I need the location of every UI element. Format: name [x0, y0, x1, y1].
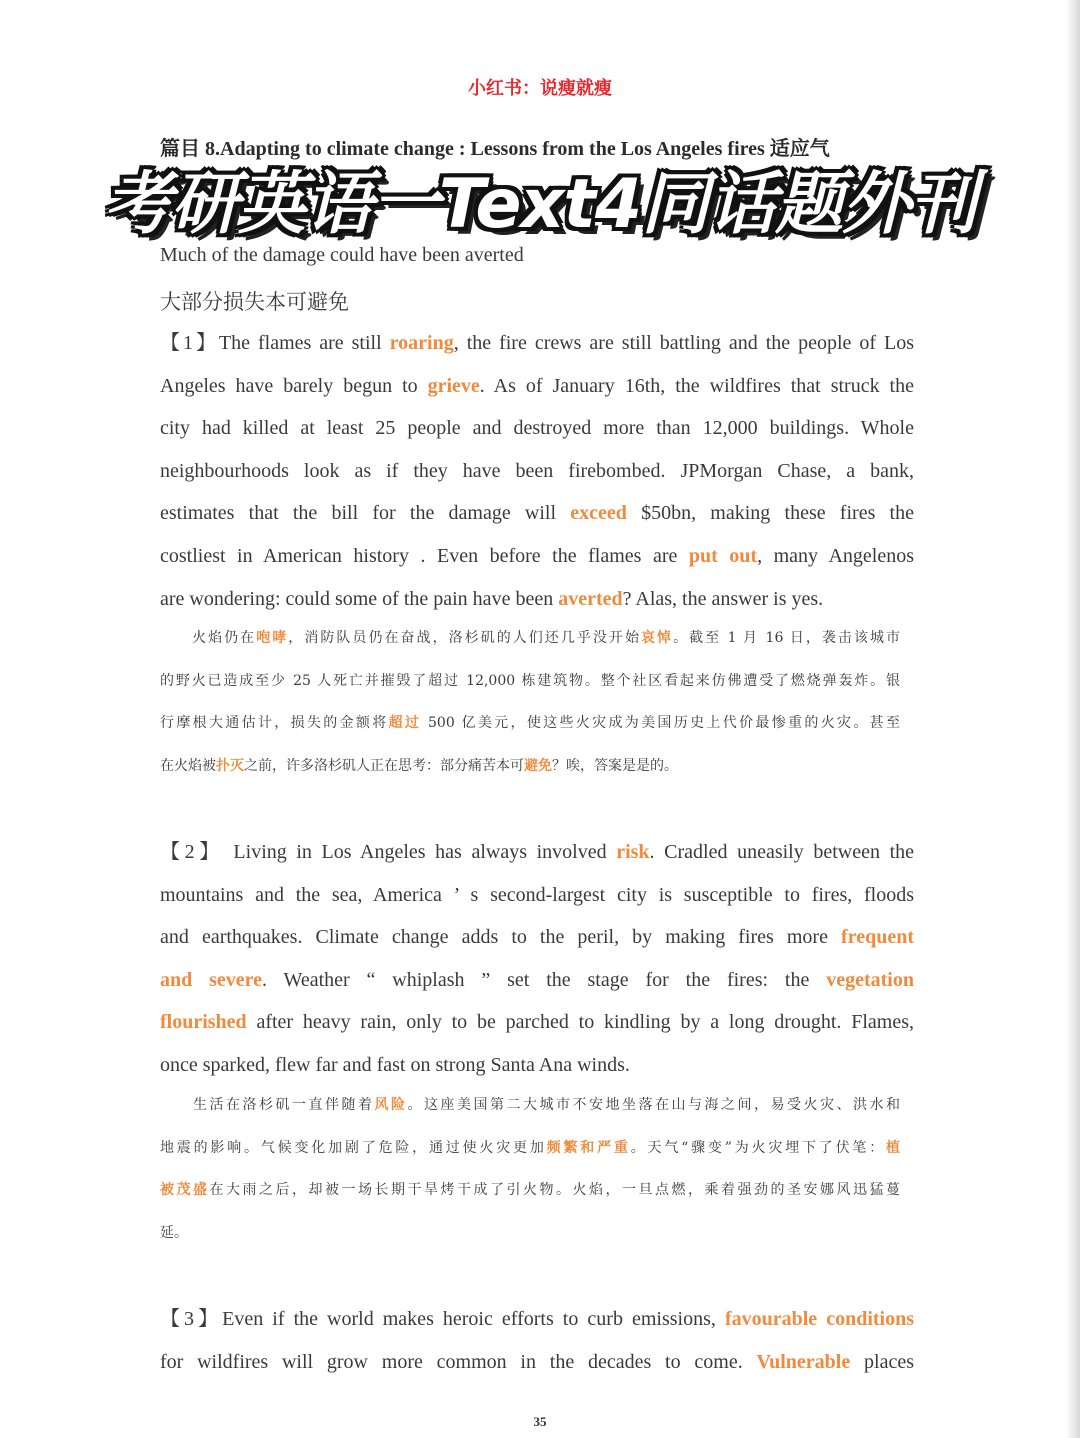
text-run: 行摩根大通估计，损失的金额将: [160, 715, 389, 732]
text-run: costliest in American history . Even before the flames are: [160, 544, 689, 567]
text-run: . Weather “ whiplash ” set the stage for the fires: the: [262, 968, 827, 991]
text-run: estimates that the bill for the damage will: [160, 502, 571, 525]
text-run: 在大雨之后，却被一场长期干旱烤干成了引火物。火焰，一旦点燃，乘着强劲的圣安娜风迅猛蔓: [209, 1182, 900, 1199]
text-run: , many Angelenos: [757, 544, 914, 567]
text-run: are wondering: could some of the pain have been: [160, 587, 559, 610]
text-run: after heavy rain, only to be parched to kindling by a long drought. Flames,: [246, 1011, 914, 1034]
text-line: [160, 450, 914, 493]
text-run: Even if the world makes heroic efforts to curb emissions,: [222, 1308, 725, 1330]
text-line: [160, 1212, 900, 1255]
text-line: [160, 1341, 914, 1384]
highlighted-term: 哀悼: [640, 630, 674, 646]
article-title: 篇目 8.Adapting to climate change : Lessons from the Los Angeles fires 适应气: [160, 138, 830, 160]
paragraph-1-zh: [160, 617, 900, 787]
highlighted-term: and severe: [160, 968, 263, 991]
text-line: [160, 1298, 914, 1341]
text-run: 延。: [160, 1224, 188, 1241]
text-run: 在火焰被: [160, 757, 216, 774]
paragraph-label: 【2】: [160, 841, 224, 863]
text-run: ，消防队员仍在奋战，洛杉矶的人们还几乎没开始: [288, 630, 641, 646]
text-line: [160, 1169, 900, 1212]
text-run: The flames are still: [218, 332, 390, 354]
highlighted-term: frequent: [841, 926, 914, 949]
subtitle-en: Much of the damage could have been averted: [160, 244, 524, 266]
highlighted-term: Vulnerable: [756, 1350, 851, 1373]
text-line: [160, 959, 914, 1002]
text-line: [160, 578, 914, 621]
text-line: [160, 745, 900, 788]
page-number: 35: [533, 1414, 547, 1429]
text-run: 。这座美国第二大城市不安地坐落在山与海之间，易受火灾、洪水和: [407, 1097, 900, 1113]
text-run: 。天气“骤变”为火灾埋下了伏笔：: [630, 1139, 887, 1156]
text-run: Angeles have barely begun to: [160, 374, 428, 397]
text-line: [160, 407, 914, 450]
text-run: 火焰仍在: [160, 630, 257, 646]
text-line: [160, 617, 900, 660]
highlighted-term: 植: [886, 1139, 901, 1156]
text-run: 500 亿美元，使这些火灾成为美国历史上代价最惨重的火灾。甚至: [421, 715, 901, 732]
text-run: 。截至 1 月 16 日，袭击该城市: [673, 630, 901, 646]
text-line: [160, 1127, 900, 1170]
text-line: [160, 535, 914, 578]
highlighted-term: roaring: [389, 332, 454, 354]
paragraph-label: 【1】: [160, 332, 219, 354]
text-line: [160, 492, 914, 535]
header-tag: 小红书：说瘦就瘦: [468, 78, 612, 99]
text-run: places: [850, 1350, 914, 1373]
text-run: mountains and the sea, America ’ s second-largest city is susceptible to fires, floods: [160, 883, 914, 906]
text-line: [160, 831, 914, 874]
overlay-banner: 考研英语一Text4同话题外刊: [103, 165, 977, 244]
text-run: ? Alas, the answer is yes.: [622, 587, 824, 610]
text-run: and earthquakes. Climate change adds to the peril, by making fires more: [160, 926, 842, 949]
subtitle-zh: 大部分损失本可避免: [160, 290, 349, 314]
highlighted-term: 扑灭: [216, 757, 244, 774]
text-line: [160, 1084, 900, 1127]
text-run: 生活在洛杉矶一直伴随着: [160, 1097, 375, 1113]
highlighted-term: favourable conditions: [724, 1308, 915, 1330]
highlighted-term: vegetation: [826, 968, 914, 991]
text-run: 之前，许多洛杉矶人正在思考：部分痛苦本可: [244, 757, 524, 774]
text-run: Living in Los Angeles has always involved: [223, 841, 617, 863]
text-run: . Cradled uneasily between the: [649, 841, 915, 863]
paragraph-2-en: [160, 831, 914, 1087]
text-run: ？唉，答案是是的。: [552, 757, 678, 774]
text-run: for wildfires will grow more common in the decades to come.: [160, 1350, 757, 1373]
text-line: [160, 660, 900, 703]
text-run: $50bn, making these fires the: [626, 502, 914, 525]
text-line: [160, 916, 914, 959]
text-line: [160, 874, 914, 917]
paragraph-label: 【3】: [160, 1308, 223, 1330]
highlighted-term: 避免: [524, 757, 552, 774]
highlighted-term: put out: [688, 544, 758, 567]
text-run: . As of January 16th, the wildfires that struck the: [479, 374, 914, 397]
text-run: , the fire crews are still battling and the people of Los: [453, 332, 915, 354]
text-line: [160, 322, 914, 365]
highlighted-term: 超过: [388, 715, 422, 732]
text-line: [160, 365, 914, 408]
highlighted-term: 频繁和严重: [546, 1139, 631, 1156]
paragraph-3-en: [160, 1298, 914, 1383]
paragraph-2-zh: [160, 1084, 900, 1254]
text-run: neighbourhoods look as if they have been firebombed. JPMorgan Chase, a bank,: [160, 459, 914, 482]
highlighted-term: 风险: [374, 1097, 408, 1113]
text-run: 地震的影响。气候变化加剧了危险，通过使火灾更加: [160, 1139, 547, 1156]
highlighted-term: exceed: [570, 502, 627, 525]
highlighted-term: flourished: [160, 1011, 247, 1034]
text-run: 的野火已造成至少 25 人死亡并摧毁了超过 12,000 栋建筑物。整个社区看起来仿佛遭受了燃烧弹轰炸。银: [160, 672, 900, 689]
text-line: [160, 1044, 914, 1087]
text-run: once sparked, flew far and fast on strong Santa Ana winds.: [160, 1053, 630, 1076]
text-line: [160, 1001, 914, 1044]
paragraph-1-en: [160, 322, 914, 620]
highlighted-term: grieve: [427, 374, 480, 397]
highlighted-term: risk: [616, 841, 650, 863]
text-run: city had killed at least 25 people and destroyed more than 12,000 buildings. Whole: [160, 417, 914, 440]
highlighted-term: 咆哮: [256, 630, 289, 646]
highlighted-term: 被茂盛: [160, 1182, 210, 1199]
highlighted-term: averted: [558, 587, 623, 610]
text-line: [160, 702, 900, 745]
